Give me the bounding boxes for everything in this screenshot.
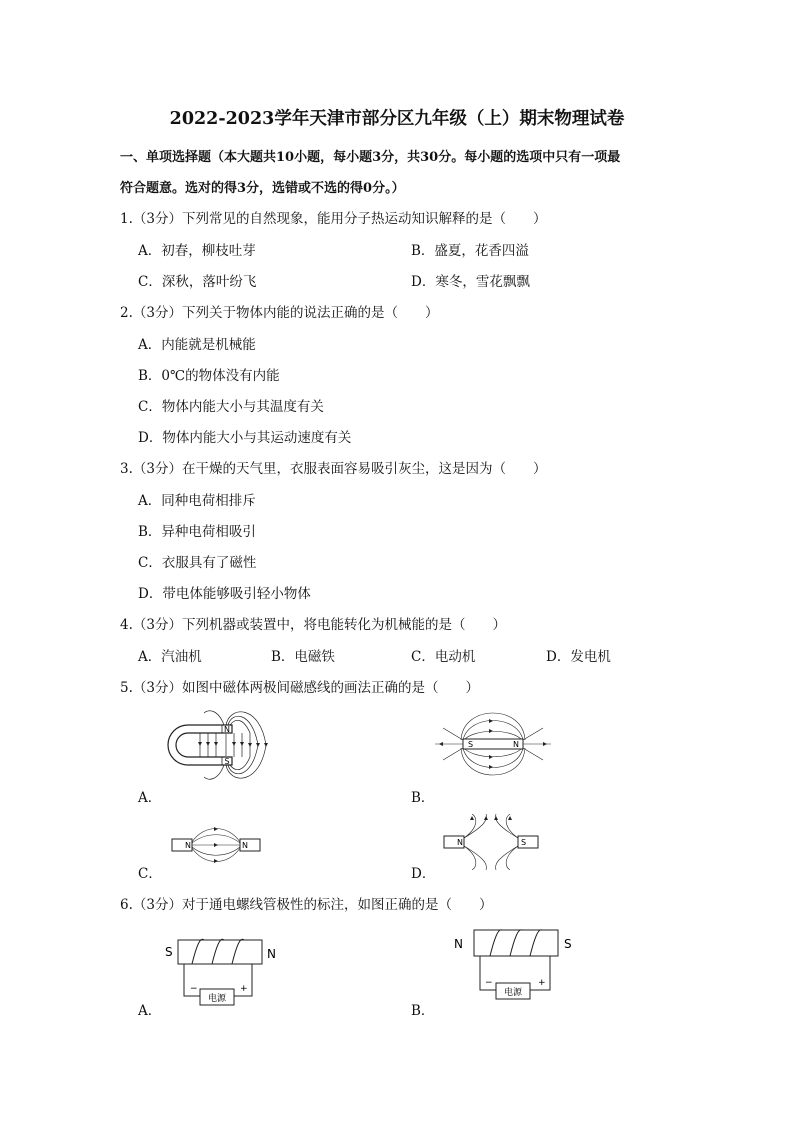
q6-figure-a [162, 934, 286, 1010]
q5-figure-b [433, 710, 553, 778]
q5d-pole-left: N [457, 838, 463, 847]
q6a-plus: + [240, 984, 248, 994]
q6b-pole-left: N [454, 937, 463, 951]
q4-option-c: C．电动机 [411, 649, 476, 665]
q6b-plus: + [538, 978, 546, 988]
q6a-minus: − [190, 984, 198, 994]
page-title: 2022-2023学年天津市部分区九年级（上）期末物理试卷 [169, 109, 625, 129]
q6-option-a: A． [138, 1003, 162, 1019]
question-3-stem: 3.（3分）在干燥的天气里，衣服表面容易吸引灰尘，这是因为（ ） [120, 461, 547, 477]
question-2-stem: 2.（3分）下列关于物体内能的说法正确的是（ ） [120, 305, 439, 321]
q1-option-d: D．寒冬，雪花飘飘 [411, 274, 530, 290]
q5b-pole-left: S [468, 740, 474, 749]
q5-figure-c [168, 822, 264, 868]
question-5-stem: 5.（3分）如图中磁体两极间磁感线的画法正确的是（ ） [120, 680, 479, 696]
q5a-pole-top: N [224, 725, 230, 734]
q5b-pole-right: N [513, 740, 519, 749]
q6a-pole-left: S [165, 945, 173, 959]
q4-option-a: A．汽油机 [138, 649, 202, 665]
q6b-minus: − [485, 978, 493, 988]
q5-option-b: B． [411, 790, 435, 806]
q3-option-d: D．带电体能够吸引轻小物体 [138, 586, 311, 602]
q5-option-c: C． [138, 866, 162, 882]
q6-figure-b [450, 924, 580, 1002]
q5-figure-d [438, 814, 544, 870]
q2-option-d: D．物体内能大小与其运动速度有关 [138, 430, 352, 446]
q2-option-b: B．0℃的物体没有内能 [138, 368, 280, 384]
q6b-source-label: 电源 [503, 988, 523, 998]
question-4-stem: 4.（3分）下列机器或装置中，将电能转化为机械能的是（ ） [120, 617, 506, 633]
q4-option-b: B．电磁铁 [271, 649, 335, 665]
q1-option-a: A．初春，柳枝吐芽 [138, 243, 256, 259]
q5c-pole-right: N [242, 841, 248, 850]
q3-option-b: B．异种电荷相吸引 [138, 524, 256, 540]
q3-option-a: A．同种电荷相排斥 [138, 493, 256, 509]
q6a-source-label: 电源 [207, 994, 227, 1004]
q5-option-d: D． [411, 866, 436, 882]
q4-option-d: D．发电机 [546, 649, 611, 665]
section-header-line2: 符合题意。选对的得3分，选错或不选的得0分。） [120, 181, 405, 196]
section-header-line1: 一、单项选择题（本大题共10小题，每小题3分，共30分。每小题的选项中只有一项最 [120, 150, 621, 165]
question-1-stem: 1.（3分）下列常见的自然现象，能用分子热运动知识解释的是（ ） [120, 211, 547, 227]
q2-option-c: C．物体内能大小与其温度有关 [138, 399, 324, 415]
question-6-stem: 6.（3分）对于通电螺线管极性的标注，如图正确的是（ ） [120, 897, 493, 913]
q2-option-a: A．内能就是机械能 [138, 337, 256, 353]
q5-figure-a [160, 703, 270, 789]
q6b-pole-right: S [564, 937, 572, 951]
q6-option-b: B． [411, 1003, 435, 1019]
q5d-pole-right: S [521, 838, 527, 847]
q5-option-a: A． [138, 790, 162, 806]
q6a-pole-right: N [267, 947, 276, 961]
q5a-pole-bottom: S [224, 757, 230, 766]
q1-option-c: C．深秋，落叶纷飞 [138, 274, 257, 290]
q3-option-c: C．衣服具有了磁性 [138, 555, 257, 571]
q1-option-b: B．盛夏，花香四溢 [411, 243, 529, 259]
q5c-pole-left: N [185, 841, 191, 850]
